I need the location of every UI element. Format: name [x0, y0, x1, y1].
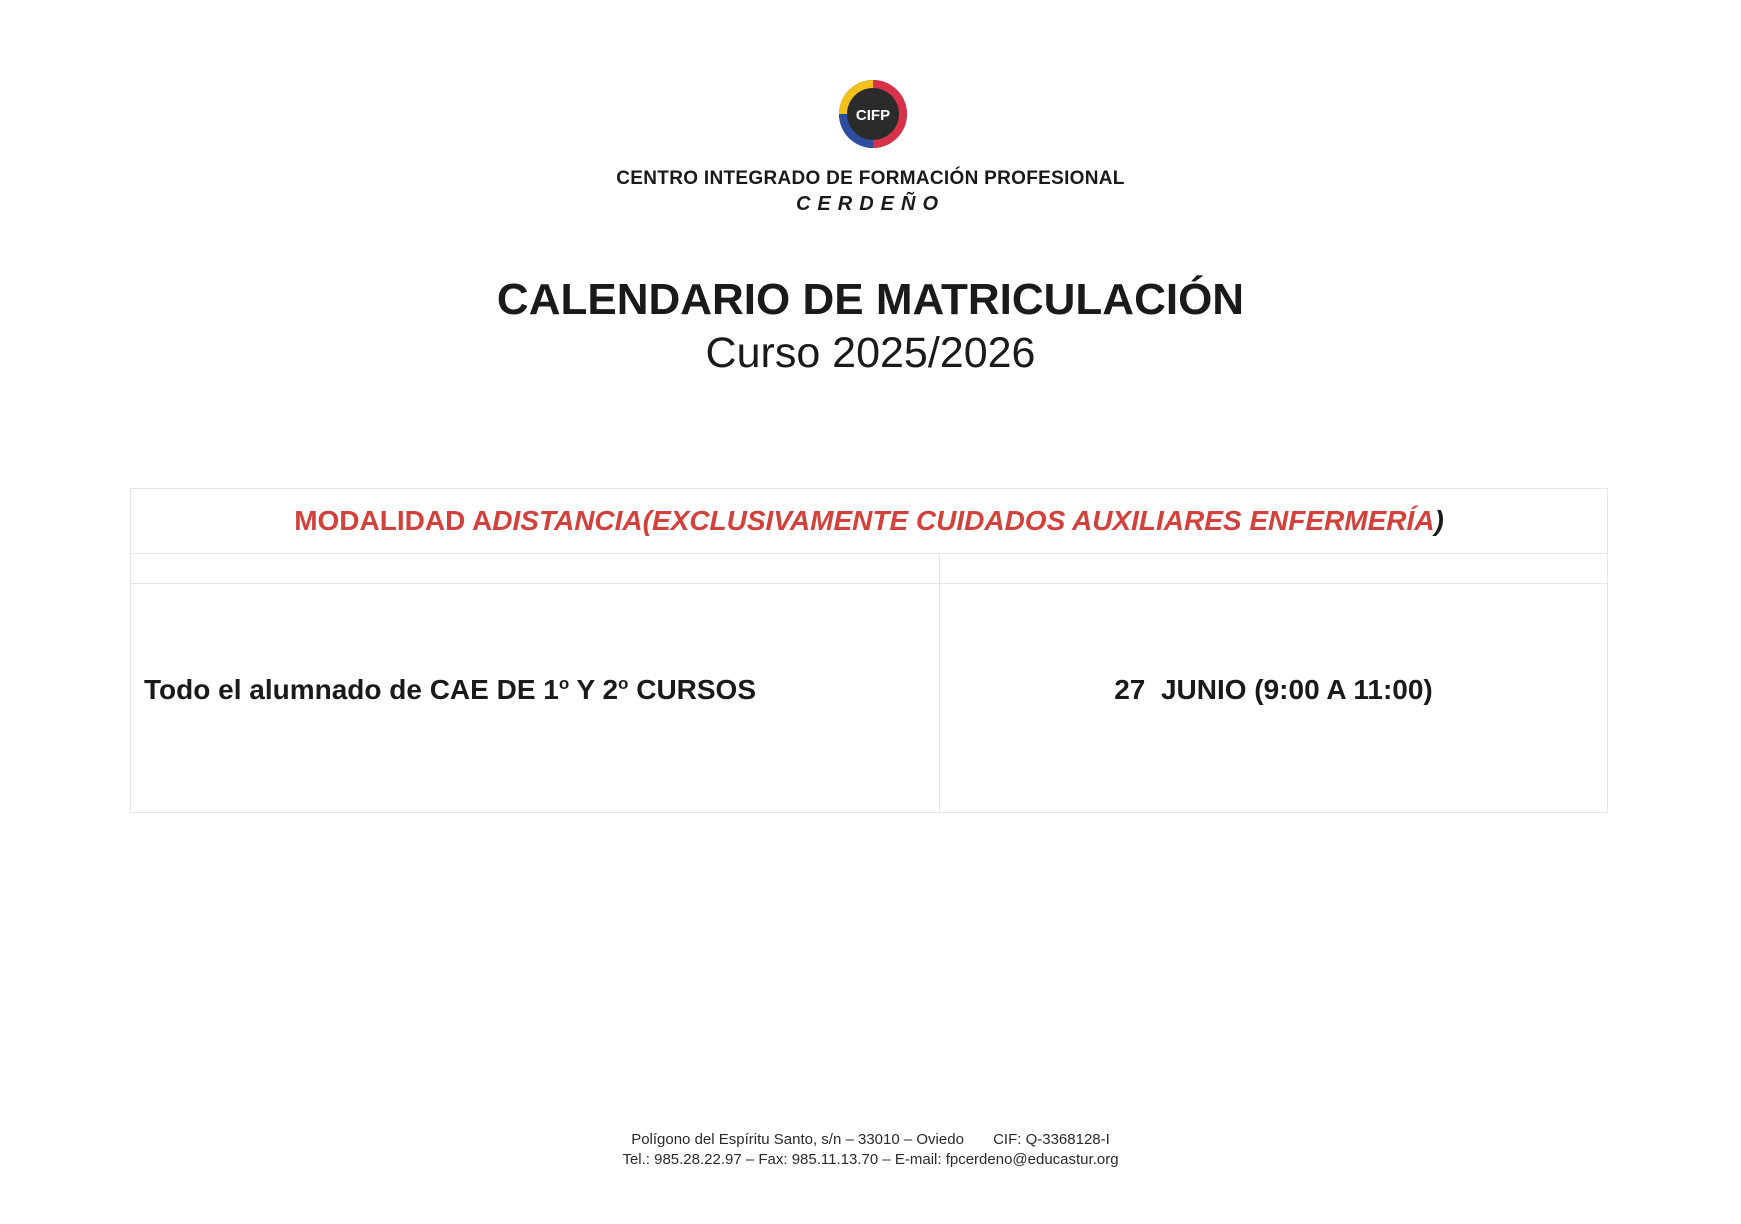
- page-title: CALENDARIO DE MATRICULACIÓN: [496, 275, 1245, 324]
- header-text-part2: DISTANCIA: [492, 505, 643, 536]
- table-spacer-row: [131, 554, 1607, 584]
- footer-address: Polígono del Espíritu Santo, s/n – 33010 – Oviedo CIF: Q-3368128-I: [631, 1131, 1110, 1148]
- table-cell-group: [144, 674, 924, 706]
- header-text-part1: MODALIDAD A: [294, 505, 493, 536]
- table-header: [131, 489, 1607, 554]
- group-sup-b: o: [618, 674, 629, 693]
- group-text-a: Todo el alumnado de CAE DE 1: [144, 674, 559, 705]
- logo-text: CIFP: [855, 107, 891, 124]
- group-text-c: CURSOS: [628, 674, 757, 705]
- cifp-logo: [838, 79, 908, 149]
- page-subtitle: Curso 2025/2026: [705, 329, 1036, 377]
- table-cell-date: 27 JUNIO (9:00 A 11:00): [1114, 674, 1433, 705]
- group-sup-a: o: [558, 674, 570, 693]
- schedule-table: [130, 488, 1608, 813]
- institution-name: CENTRO INTEGRADO DE FORMACIÓN PROFESIONAL: [616, 168, 1125, 189]
- cifp-logo-icon: [838, 79, 908, 149]
- institution-place: CERDEÑO: [795, 193, 945, 215]
- header-text-part3: (EXCLUSIVAMENTE CUIDADOS AUXILIARES ENFERMERÍA: [642, 505, 1435, 536]
- group-text-b: Y 2: [569, 674, 619, 705]
- header-text-part4: ): [1434, 505, 1444, 536]
- footer-contact: Tel.: 985.28.22.97 – Fax: 985.11.13.70 – E-mail: fpcerdeno@educastur.org: [622, 1151, 1119, 1168]
